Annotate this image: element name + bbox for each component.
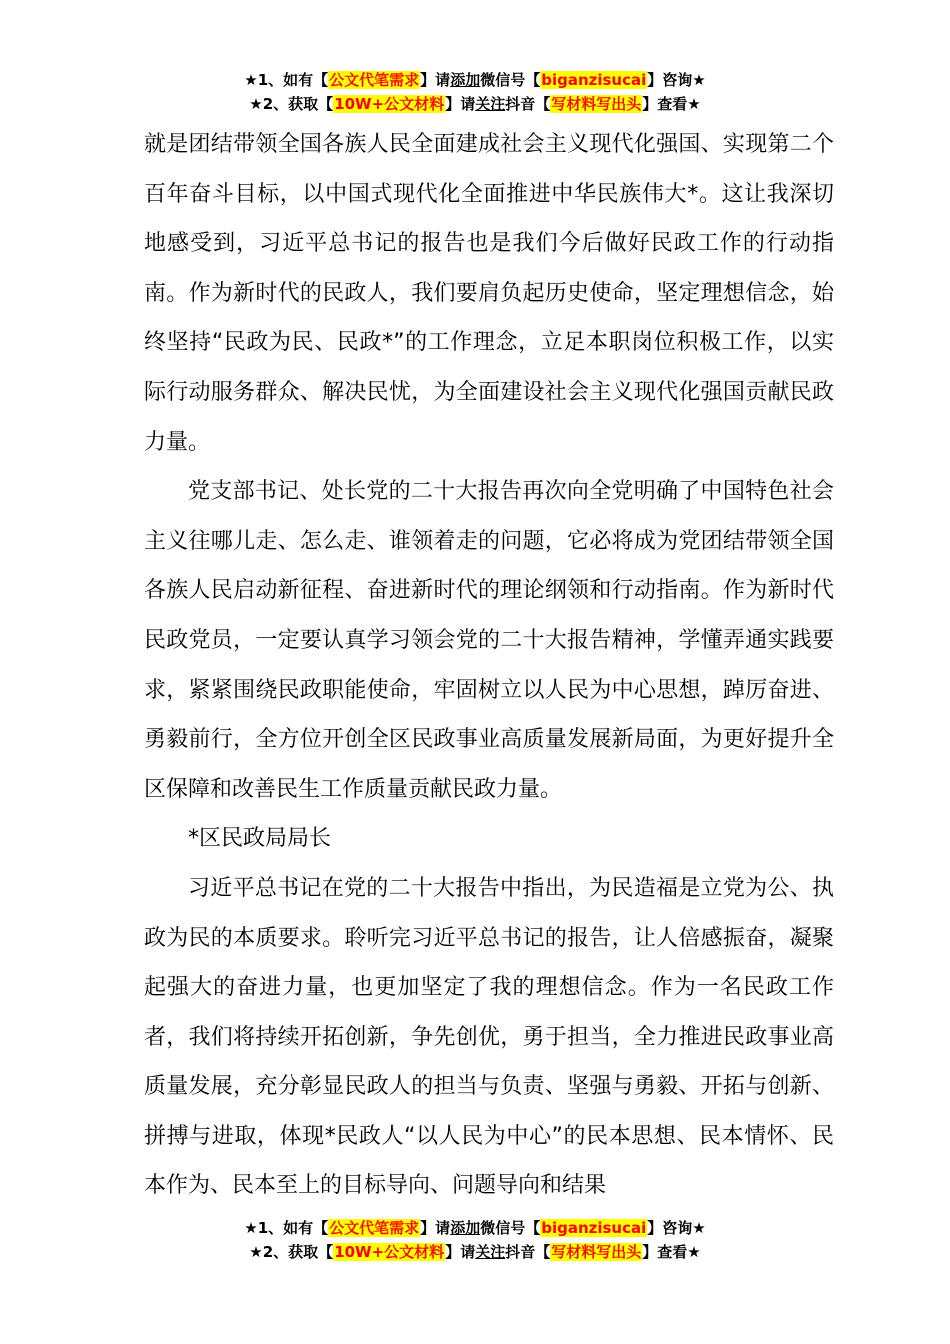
banner-text: 微信号【 bbox=[480, 1219, 541, 1237]
banner-add: 添加 bbox=[450, 71, 481, 89]
header-banner bbox=[0, 68, 950, 116]
banner-text: 抖音【 bbox=[505, 95, 551, 113]
highlight-materials: 10W+公文材料 bbox=[334, 1243, 445, 1261]
speaker-title: *区民政局局长 bbox=[188, 826, 332, 852]
banner-text: 微信号【 bbox=[480, 71, 541, 89]
paragraph-continuation: 就是团结带领全国各族人民全面建成社会主义现代化强国、实现第二个百年奋斗目标，以中国式现代化全面推进中华民族伟大*。这让我深切地感受到，习近平总书记的报告也是我们今后做好民政工作的行动指南。作为新时代的民政人，我们要肩负起历史使命，坚定理想信念，始终坚持“民政为民、民政*”的工作理念，立足本职岗位积极工作，以实际行动服务群众、解决民忧，为全面建设社会主义现代化强国贡献民政力量。 bbox=[144, 132, 834, 455]
banner-add: 添加 bbox=[450, 1219, 481, 1237]
banner-text: ★2、获取【 bbox=[249, 1243, 334, 1261]
highlight-wechat-id: biganzisucai bbox=[541, 1219, 647, 1237]
paragraph-branch-secretary: 党支部书记、处长党的二十大报告再次向全党明确了中国特色社会主义往哪儿走、怎么走、谁领着走的问题，它必将成为党团结带领全国各族人民启动新征程、奋进新时代的理论纲领和行动指南。作为新时代民政党员，一定要认真学习领会党的二十大报告精神，学懂弄通实践要求，紧紧围绕民政职能使命，牢固树立以人民为中心思想，踔厉奋进、勇毅前行，全方位开创全区民政事业高质量发展新局面，为更好提升全区保障和改善民生工作质量贡献民政力量。 bbox=[144, 479, 834, 802]
banner-text: ★1、如有【 bbox=[244, 1219, 329, 1237]
banner-line-1 bbox=[0, 1216, 950, 1240]
banner-line-2 bbox=[0, 1240, 950, 1264]
banner-text: ★2、获取【 bbox=[249, 95, 334, 113]
banner-text: 】请 bbox=[445, 1243, 476, 1261]
banner-line-1 bbox=[0, 68, 950, 92]
banner-text: 】查看★ bbox=[642, 1243, 701, 1261]
banner-text: 】请 bbox=[420, 1219, 451, 1237]
document-body bbox=[144, 120, 834, 1211]
highlight-service: 公文代笔需求 bbox=[329, 1219, 420, 1237]
highlight-douyin: 写材料写出头 bbox=[551, 95, 642, 113]
banner-text: 】请 bbox=[420, 71, 451, 89]
banner-follow: 关注 bbox=[475, 1243, 506, 1261]
banner-line-2 bbox=[0, 92, 950, 116]
highlight-service: 公文代笔需求 bbox=[329, 71, 420, 89]
highlight-wechat-id: biganzisucai bbox=[541, 71, 647, 89]
banner-text: 】请 bbox=[445, 95, 476, 113]
banner-text: 抖音【 bbox=[505, 1243, 551, 1261]
banner-follow: 关注 bbox=[475, 95, 506, 113]
banner-text: 】查看★ bbox=[642, 95, 701, 113]
footer-banner bbox=[0, 1216, 950, 1264]
highlight-douyin: 写材料写出头 bbox=[551, 1243, 642, 1261]
banner-text: ★1、如有【 bbox=[244, 71, 329, 89]
banner-text: 】咨询★ bbox=[647, 71, 706, 89]
paragraph-bureau-director: 习近平总书记在党的二十大报告中指出，为民造福是立党为公、执政为民的本质要求。聆听完习近平总书记的报告，让人倍感振奋，凝聚起强大的奋进力量，也更加坚定了我的理想信念。作为一名民政工作者，我们将持续开拓创新，争先创优，勇于担当，全力推进民政事业高质量发展，充分彰显民政人的担当与负责、坚强与勇毅、开拓与创新、拼搏与进取，体现*民政人“以人民为中心”的民本思想、民本情怀、民本作为、民本至上的目标导向、问题导向和结果 bbox=[144, 875, 834, 1199]
highlight-materials: 10W+公文材料 bbox=[334, 95, 445, 113]
banner-text: 】咨询★ bbox=[647, 1219, 706, 1237]
